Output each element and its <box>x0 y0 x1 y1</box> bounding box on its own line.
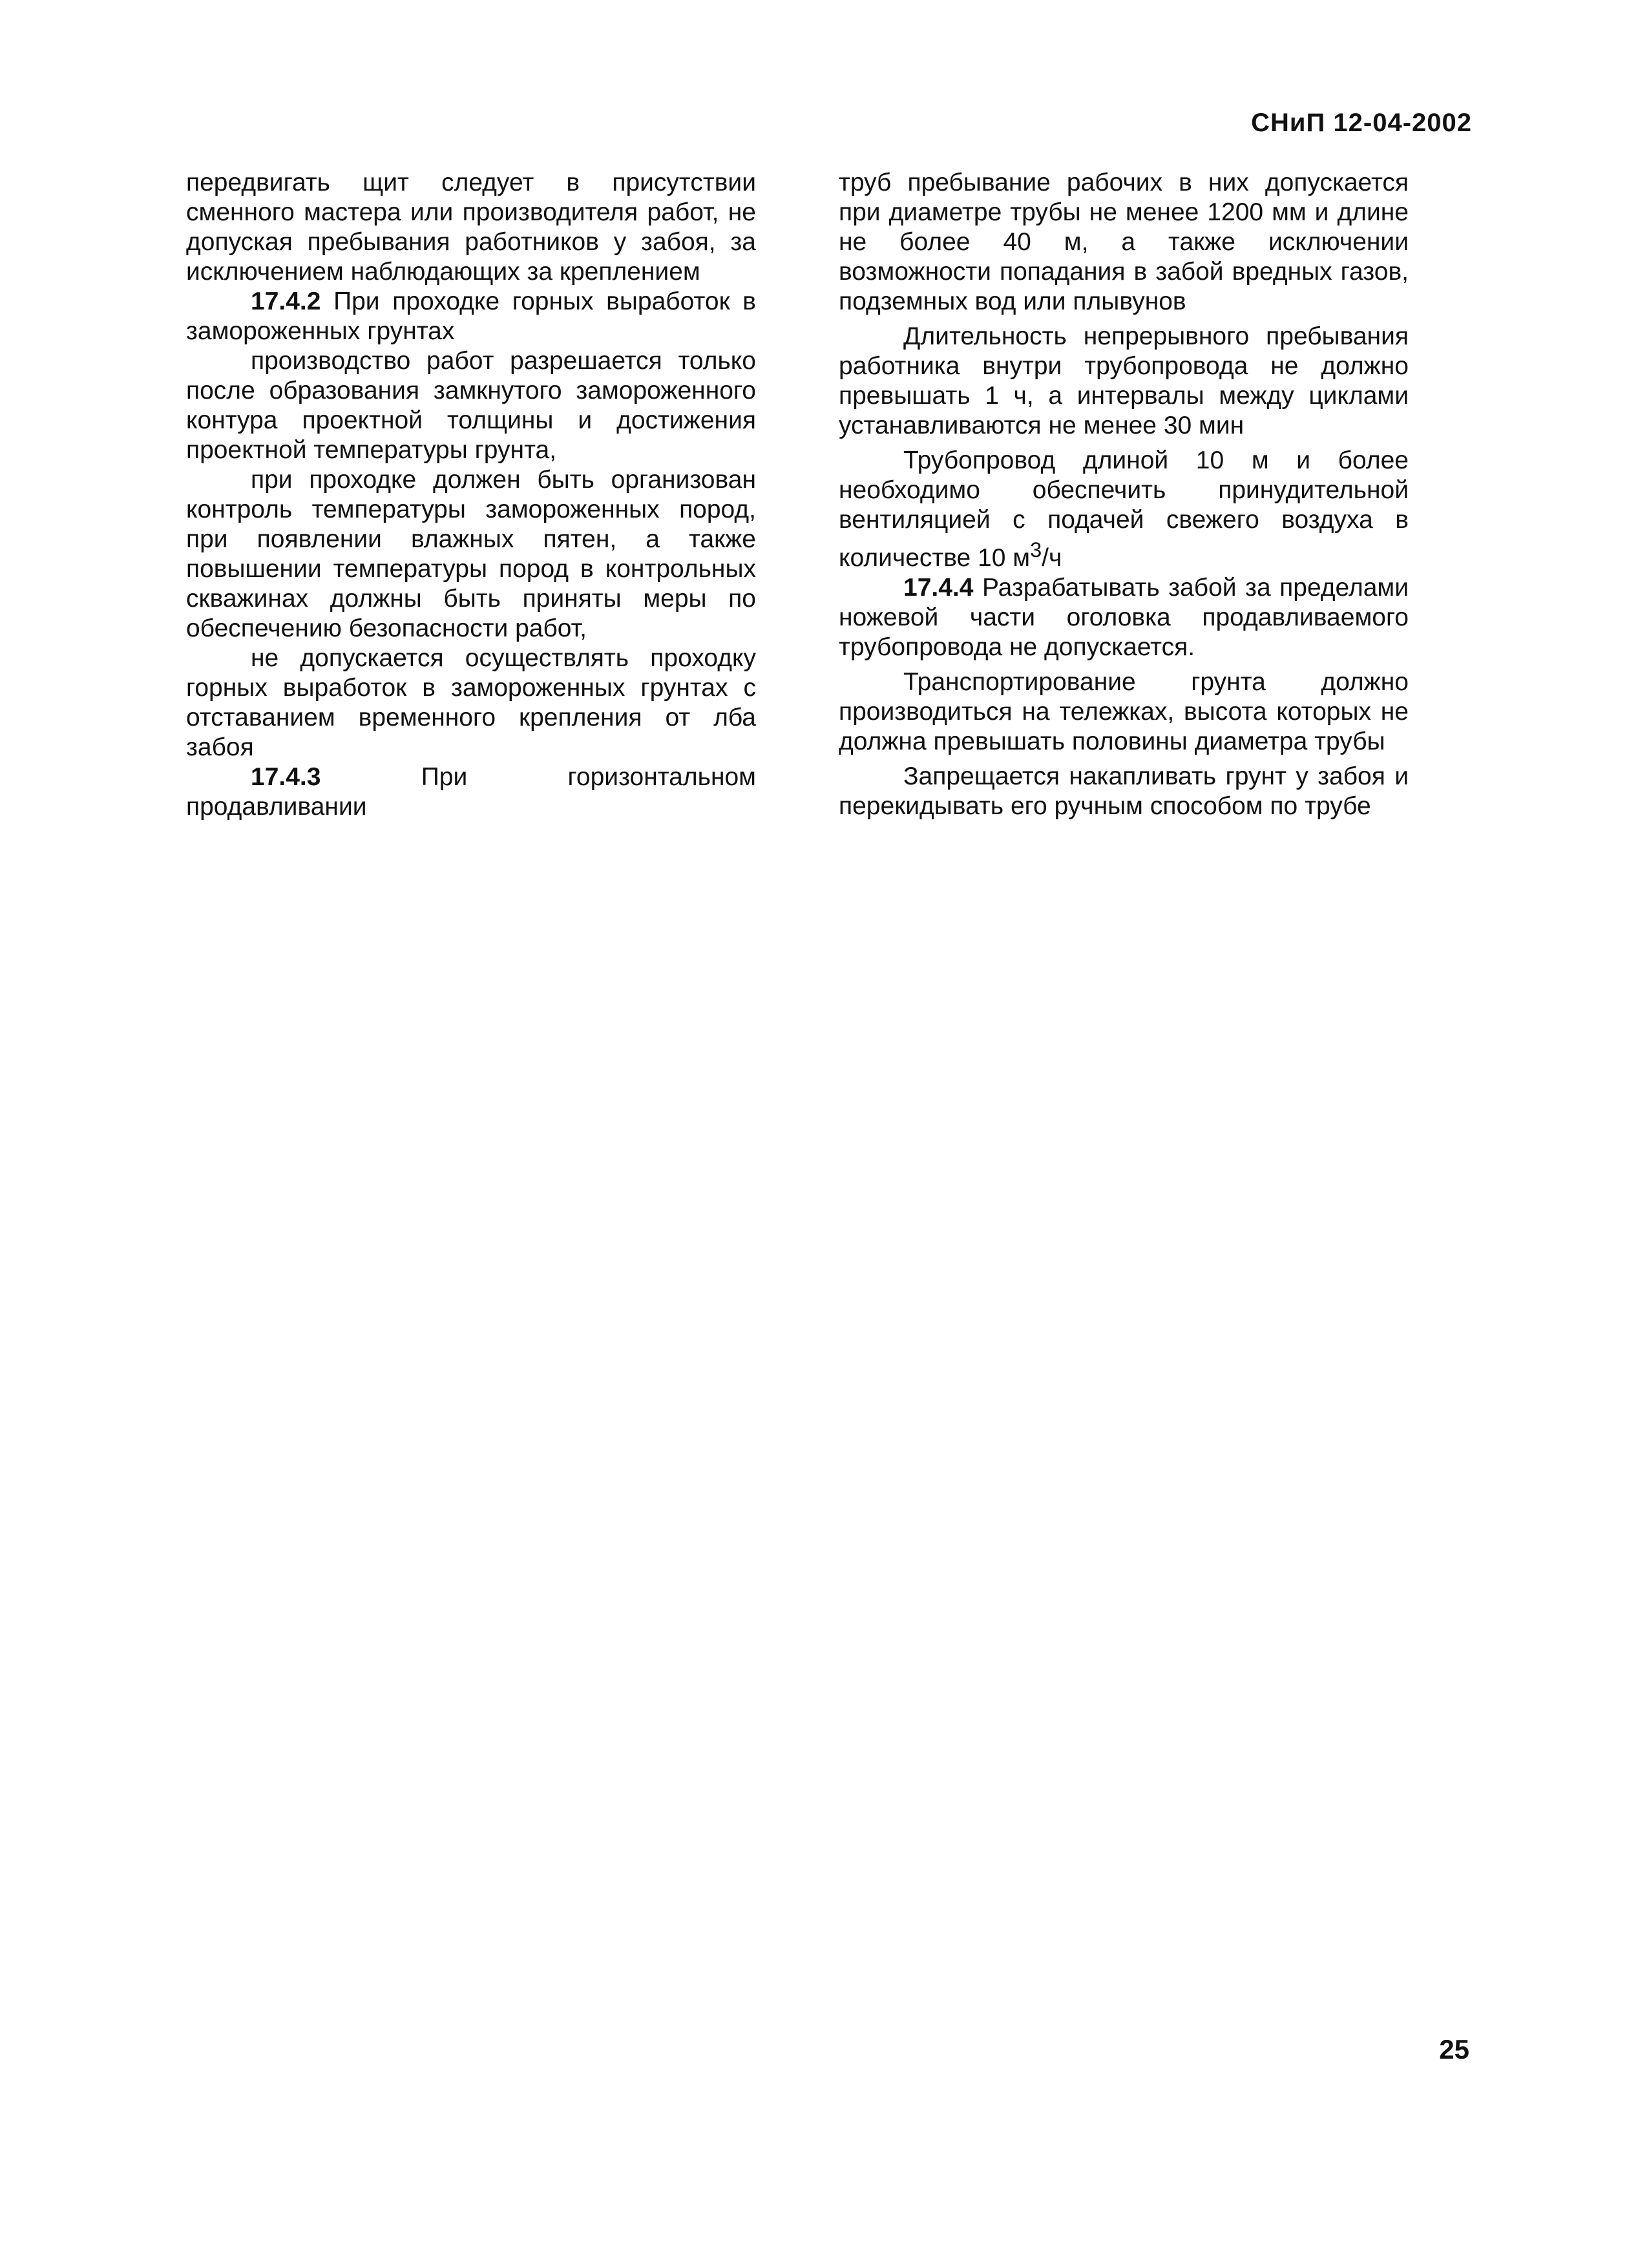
unit-suffix: /ч <box>1042 544 1062 572</box>
paragraph-temperature-control: при проходке должен быть организован контроль температуры замороженных пород, при появлении влажных пятен, а также повышении температуры пород в контрольных скважинах должны быть приняты меры по обеспечению безопасности работ, <box>186 466 756 642</box>
paragraph-support-lag: не допускается осуществлять проходку горных выработок в замороженных грунтах с отставанием временного крепления от лба забоя <box>186 644 756 761</box>
paragraph-shield-moving: передвигать щит следует в присутствии сменного мастера или производителя работ, не допуская пребывания работников у забоя, за исключением наблюдающих за креплением <box>186 169 756 286</box>
right-text-column <box>839 168 1409 821</box>
clause-number: 17.4.2 <box>251 288 321 315</box>
clause-number: 17.4.4 <box>903 574 974 602</box>
paragraph-duration: Длительность непрерывного пребывания работника внутри трубопровода не должно превышать 1 ч, а интервалы между циклами устанавливаются не менее 30 мин <box>839 322 1409 439</box>
clause-text: Разрабатывать забой за пределами ножевой части оголовка продавливаемого трубопровода не допускается. <box>839 574 1409 661</box>
paragraph-pipe-presence: труб пребывание рабочих в них допускается при диаметре трубы не менее 1200 мм и длине не более 40 м, а также исключении возможности попадания в забой вредных газов, подземных вод или плывунов <box>839 169 1409 315</box>
clause-17-4-2 <box>186 287 756 346</box>
document-code-header: СНиП 12-04-2002 <box>1251 109 1472 137</box>
superscript-exponent: 3 <box>1030 538 1042 562</box>
paragraph-soil-transport: Транспортирование грунта должно производиться на тележках, высота которых не должна превышать половины диаметра трубы <box>839 668 1409 755</box>
paragraph-ventilation <box>839 446 1409 573</box>
ventilation-text: Трубопровод длиной 10 м и более необходимо обеспечить принудительной вентиляцией с подачей свежего воздуха в количестве 10 м <box>839 446 1409 572</box>
clause-17-4-4 <box>839 573 1409 662</box>
clause-text: При проходке горных выработок в замороженных грунтах <box>186 288 756 345</box>
clause-number: 17.4.3 <box>251 763 321 791</box>
page-number: 25 <box>1439 2034 1469 2064</box>
left-text-column <box>186 168 756 822</box>
paragraph-work-permission: производство работ разрешается только после образования замкнутого замороженного контура проектной толщины и достижения проектной температуры грунта, <box>186 347 756 464</box>
clause-text: При горизонтальном продавливании <box>186 763 756 821</box>
paragraph-soil-accumulation: Запрещается накапливать грунт у забоя и перекидывать его ручным способом по трубе <box>839 762 1409 820</box>
clause-17-4-3 <box>186 762 756 822</box>
